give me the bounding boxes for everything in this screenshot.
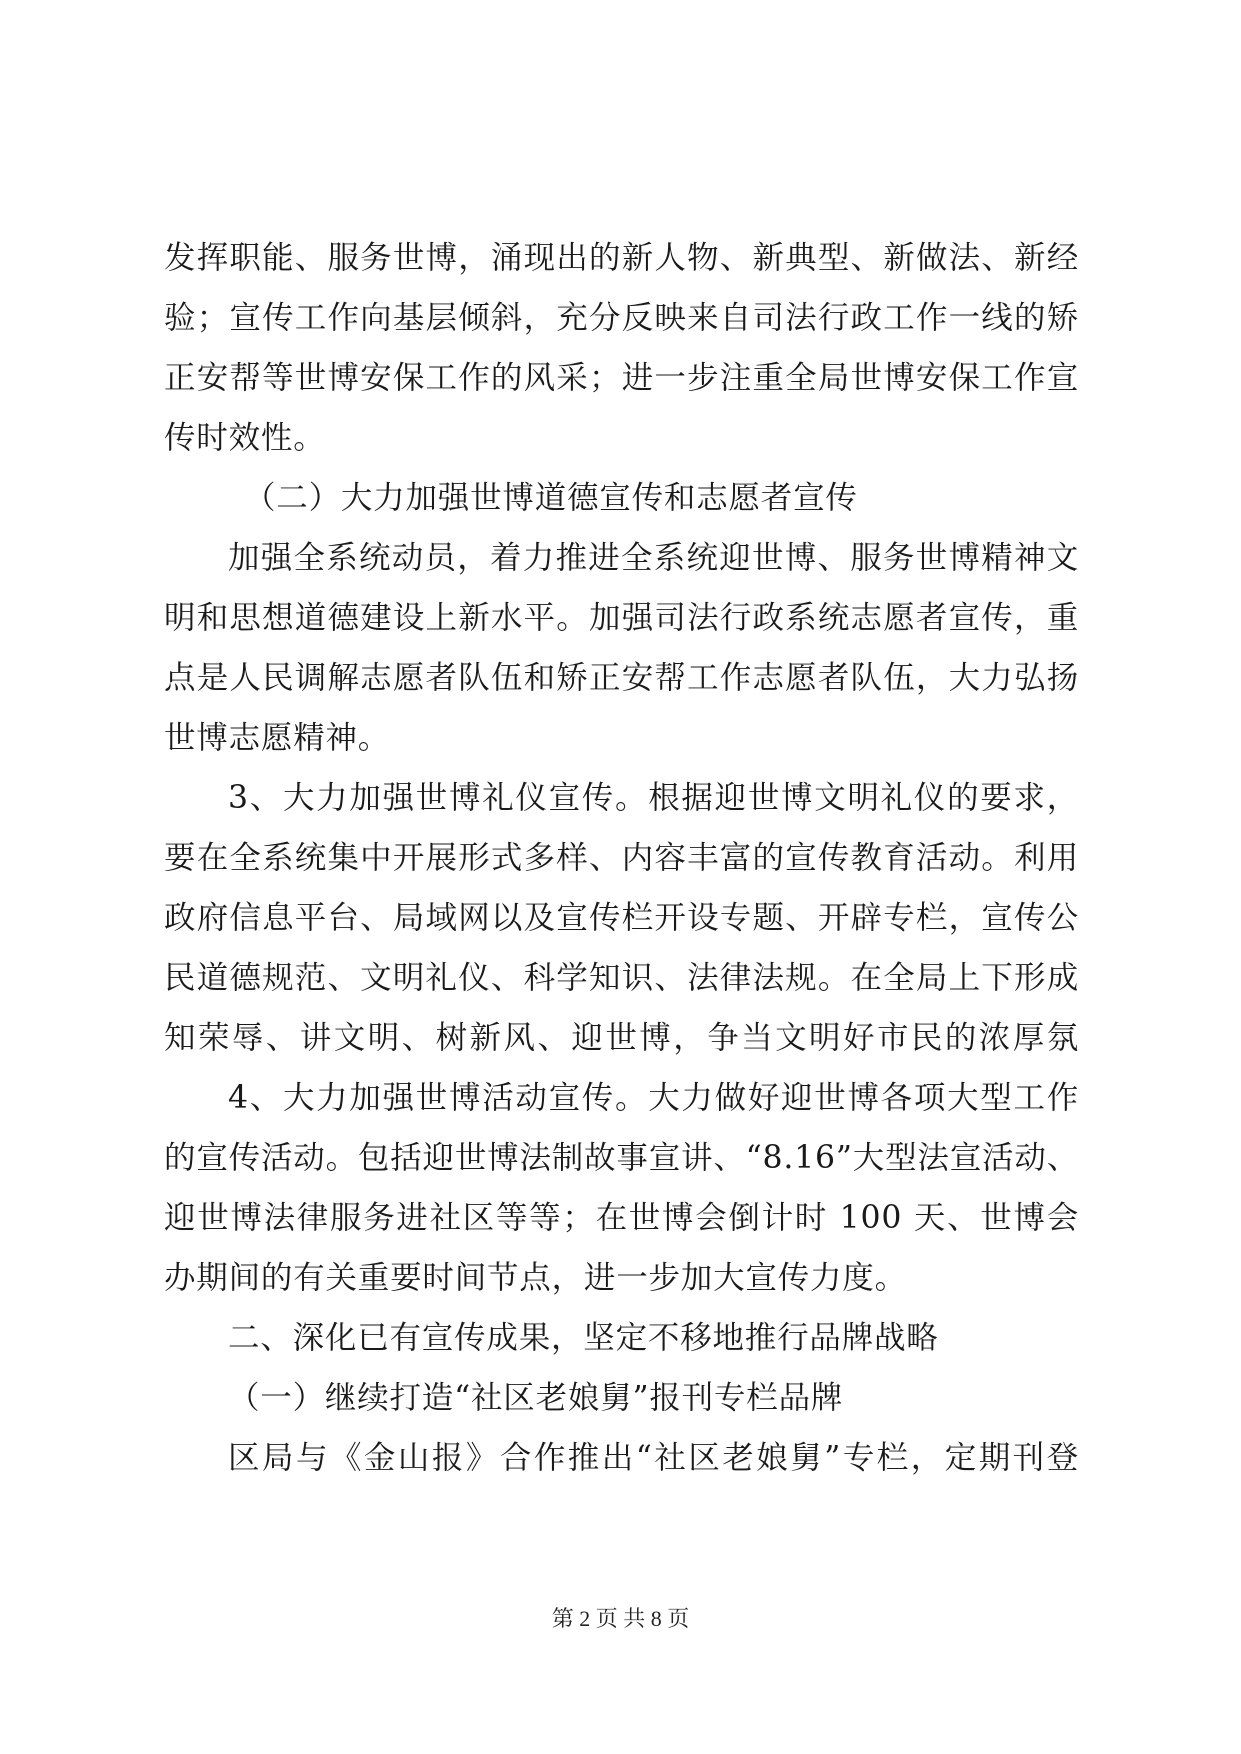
paragraph-line: 发挥职能、服务世博，涌现出的新人物、新典型、新做法、新经 xyxy=(164,240,1079,276)
paragraph-line: 加强全系统动员，着力推进全系统迎世博、服务世博精神文 xyxy=(228,540,1079,576)
page-number: 第 2 页 共 8 页 xyxy=(551,1606,690,1631)
section-subheading: （一）继续打造“社区老娘舅”报刊专栏品牌 xyxy=(228,1380,844,1416)
paragraph-line: 明和思想道德建设上新水平。加强司法行政系统志愿者宣传，重 xyxy=(164,600,1079,636)
paragraph-line: 要在全系统集中开展形式多样、内容丰富的宣传教育活动。利用 xyxy=(164,840,1079,876)
paragraph-line: 3、大力加强世博礼仪宣传。根据迎世博文明礼仪的要求， xyxy=(228,780,1079,816)
body-text xyxy=(164,228,1079,1488)
paragraph-line: 民道德规范、文明礼仪、科学知识、法律法规。在全局上下形成 xyxy=(164,960,1079,996)
paragraph-line: 知荣辱、讲文明、树新风、迎世博，争当文明好市民的浓厚氛 xyxy=(164,1020,1079,1056)
paragraph-line: 4、大力加强世博活动宣传。大力做好迎世博各项大型工作 xyxy=(228,1080,1079,1116)
paragraph-line: 验；宣传工作向基层倾斜，充分反映来自司法行政工作一线的矫 xyxy=(164,300,1079,336)
paragraph-line: 正安帮等世博安保工作的风采；进一步注重全局世博安保工作宣 xyxy=(164,360,1079,396)
paragraph-line: 的宣传活动。包括迎世博法制故事宣讲、“8.16”大型法宣活动、 xyxy=(164,1140,1079,1176)
paragraph-line: 区局与《金山报》合作推出“社区老娘舅”专栏，定期刊登 xyxy=(228,1440,1079,1476)
paragraph-line: 政府信息平台、局域网以及宣传栏开设专题、开辟专栏，宣传公 xyxy=(164,900,1079,936)
paragraph-line: 点是人民调解志愿者队伍和矫正安帮工作志愿者队伍，大力弘扬 xyxy=(164,660,1079,696)
section-heading: 二、深化已有宣传成果，坚定不移地推行品牌战略 xyxy=(228,1320,939,1356)
paragraph-line: 传时效性。 xyxy=(164,420,326,456)
paragraph-line: 办期间的有关重要时间节点，进一步加大宣传力度。 xyxy=(164,1260,907,1296)
paragraph-line: 迎世博法律服务进社区等等；在世博会倒计时 100 天、世博会 xyxy=(164,1200,1079,1236)
paragraph-line: 世博志愿精神。 xyxy=(164,720,391,756)
section-heading: （二）大力加强世博道德宣传和志愿者宣传 xyxy=(244,480,858,516)
